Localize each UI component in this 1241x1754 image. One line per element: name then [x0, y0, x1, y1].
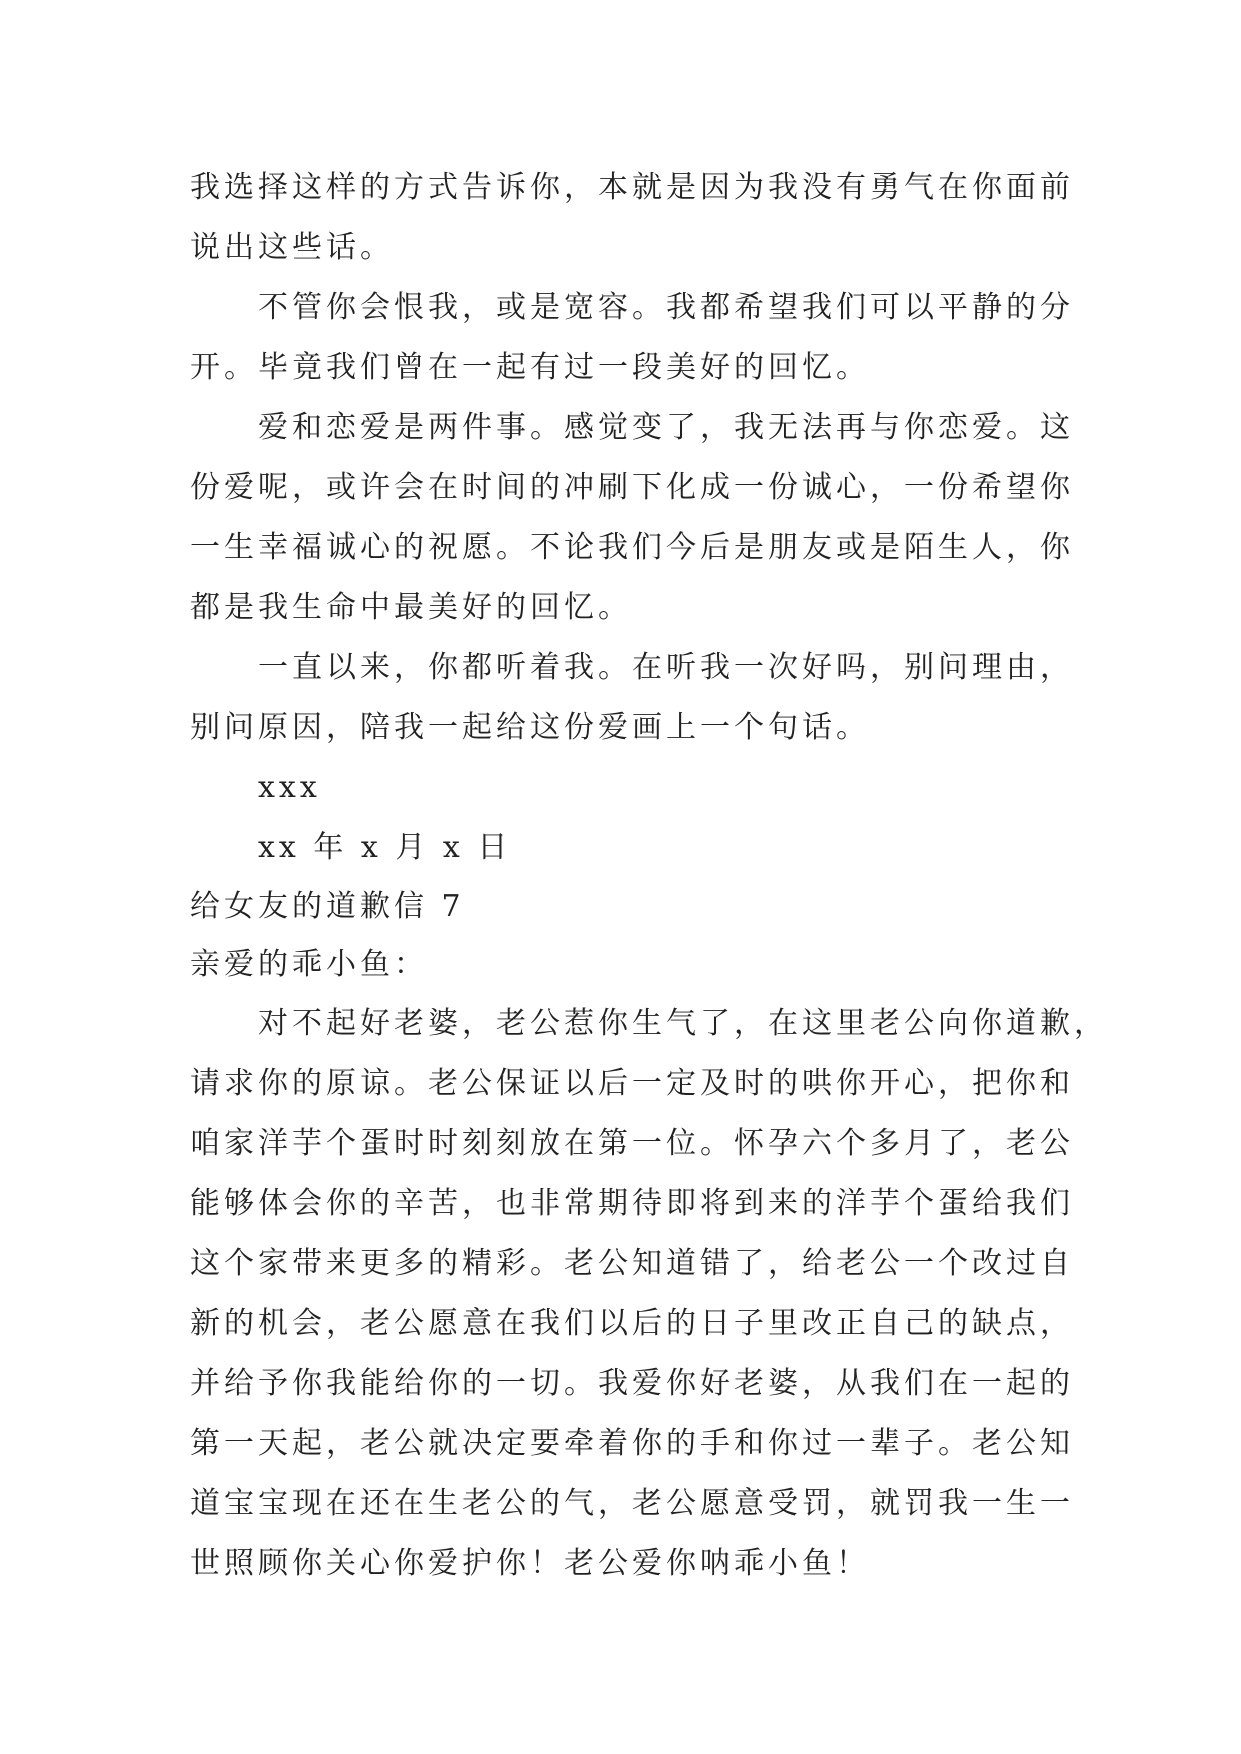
text-line: 别问原因，陪我一起给这份爱画上一个句话。 [190, 710, 870, 745]
text-line: 开。毕竟我们曾在一起有过一段美好的回忆。 [190, 350, 870, 385]
text-line: 都是我生命中最美好的回忆。 [190, 590, 632, 625]
letter-body [190, 158, 1108, 1594]
text-line: 一生幸福诚心的祝愿。不论我们今后是朋友或是陌生人，你 [190, 530, 1074, 565]
text-line: 新的机会，老公愿意在我们以后的日子里改正自己的缺点， [190, 1306, 1074, 1341]
text-line: 份爱呢，或许会在时间的冲刷下化成一份诚心，一份希望你 [190, 470, 1074, 505]
paragraph-line: 一直以来，你都听着我。在听我一次好吗，别问理由， [258, 650, 1074, 685]
text-line: 并给予你我能给你的一切。我爱你好老婆，从我们在一起的 [190, 1366, 1074, 1401]
text-line: 请求你的原谅。老公保证以后一定及时的哄你开心，把你和 [190, 1066, 1074, 1101]
section-title: 给女友的道歉信 7 [190, 889, 465, 924]
text-line: 咱家洋芋个蛋时时刻刻放在第一位。怀孕六个多月了，老公 [190, 1126, 1074, 1161]
text-line: 能够体会你的辛苦，也非常期待即将到来的洋芋个蛋给我们 [190, 1186, 1074, 1221]
text-line: 这个家带来更多的精彩。老公知道错了，给老公一个改过自 [190, 1246, 1074, 1281]
text-line: 第一天起，老公就决定要牵着你的手和你过一辈子。老公知 [190, 1426, 1074, 1461]
signature-date: xx 年 x 月 x 日 [258, 830, 512, 865]
salutation: 亲爱的乖小鱼： [190, 947, 428, 982]
text-line: 我选择这样的方式告诉你，本就是因为我没有勇气在你面前 [190, 170, 1074, 205]
paragraph-line: 爱和恋爱是两件事。感觉变了，我无法再与你恋爱。这 [258, 410, 1074, 445]
signature-name: xxx [258, 770, 321, 805]
paragraph-line: 不管你会恨我，或是宽容。我都希望我们可以平静的分 [258, 290, 1074, 325]
text-line: 世照顾你关心你爱护你！老公爱你呐乖小鱼！ [190, 1546, 870, 1581]
text-line: 道宝宝现在还在生老公的气，老公愿意受罚，就罚我一生一 [190, 1486, 1074, 1521]
text-line: 说出这些话。 [190, 230, 394, 265]
paragraph-line: 对不起好老婆，老公惹你生气了，在这里老公向你道歉， [258, 1006, 1108, 1041]
